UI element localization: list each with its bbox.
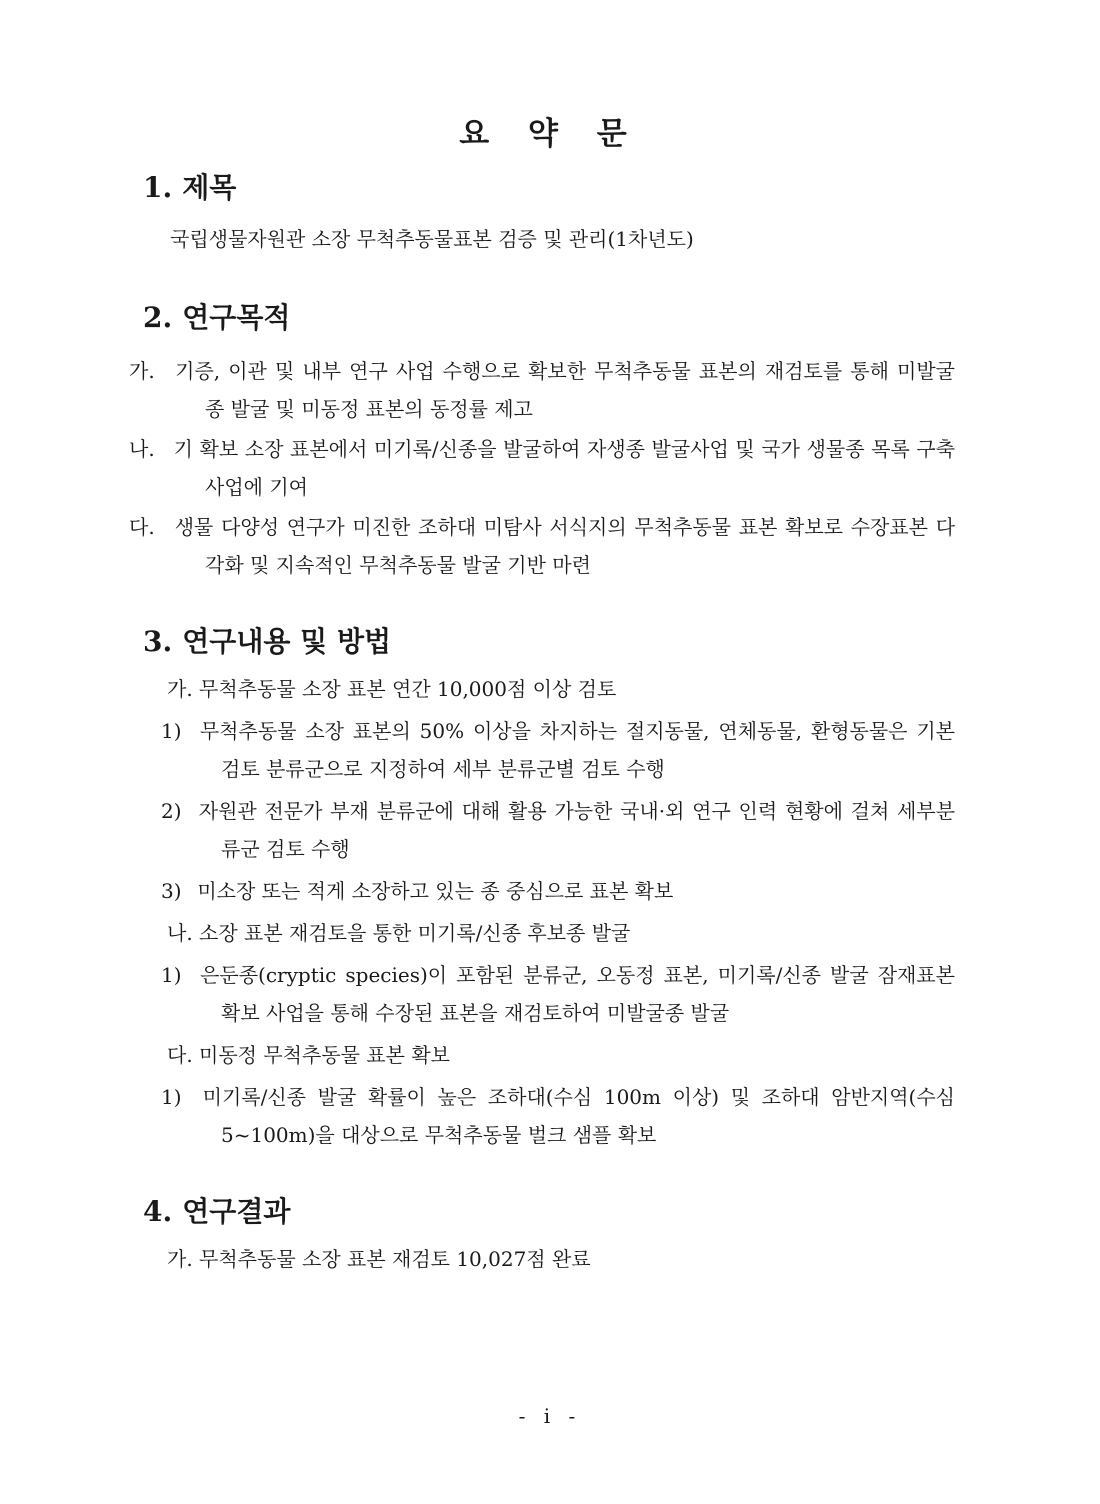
list-item <box>143 1240 955 1278</box>
sub-list-item: 2) 자원관 전문가 부재 분류군에 대해 활용 가능한 국내·외 연구 인력 현황에 걸쳐 세부분류군 검토 수행 <box>161 799 956 861</box>
document-title: 요 약 문 <box>459 116 641 152</box>
list-item-text: 기증, 이관 및 내부 연구 사업 수행으로 확보한 무척추동물 표본의 재검토를 통해 미발굴 종 발굴 및 미동정 표본의 동정률 제고 <box>175 359 955 421</box>
sub-list-item: 1) 미기록/신종 발굴 확률이 높은 조하대(수심 100m 이상) 및 조하대 암반지역(수심 5~100m)을 대상으로 무척추동물 벌크 샘플 확보 <box>161 1085 955 1147</box>
page-number: - i - <box>518 1404 582 1428</box>
sub-list-item-text: 무척추동물 소장 표본의 50% 이상을 차지하는 절지동물, 연체동물, 환형동물은 기본 검토 분류군으로 지정하여 세부 분류군별 검토 수행 <box>199 719 955 781</box>
sub-list-item: 1) 은둔종(cryptic species)이 포함된 분류군, 오동정 표본, 미기록/신종 발굴 잠재표본 확보 사업을 통해 수장된 표본을 재검토하여 미발굴종 발굴 <box>161 963 955 1025</box>
list-marker: 다. <box>167 1043 193 1067</box>
section-title: 연구목적 <box>182 301 291 334</box>
section-number: 1. <box>143 171 173 204</box>
list-item <box>143 914 955 952</box>
section-heading-4 <box>143 1192 955 1232</box>
section-heading-3 <box>143 622 955 662</box>
list-item: 나. 기 확보 소장 표본에서 미기록/신종을 발굴하여 자생종 발굴사업 및 국가 생물종 목록 구축 사업에 기여 <box>129 437 956 499</box>
section-heading-2 <box>143 298 955 338</box>
sub-list-item-text: 미소장 또는 적게 소장하고 있는 종 중심으로 표본 확보 <box>197 879 674 903</box>
list-item <box>143 670 955 708</box>
list-item-text: 무척추동물 소장 표본 연간 10,000점 이상 검토 <box>199 677 617 701</box>
sub-list-item-text: 미기록/신종 발굴 확률이 높은 조하대(수심 100m 이상) 및 조하대 암반지역(수심 5~100m)을 대상으로 무척추동물 벌크 샘플 확보 <box>202 1085 955 1147</box>
results-list <box>143 1240 955 1278</box>
section-number: 4. <box>143 1195 173 1228</box>
sub-list-item-text: 은둔종(cryptic species)이 포함된 분류군, 오동정 표본, 미기록/신종 발굴 잠재표본 확보 사업을 통해 수장된 표본을 재검토하여 미발굴종 발굴 <box>200 963 955 1025</box>
sub-list-item: 3) 미소장 또는 적게 소장하고 있는 종 중심으로 표본 확보 <box>161 879 674 903</box>
section-number: 3. <box>143 625 173 658</box>
list-marker: 가. <box>167 677 193 701</box>
list-marker: 나. <box>167 921 193 945</box>
list-item-text: 생물 다양성 연구가 미진한 조하대 미탐사 서식지의 무척추동물 표본 확보로 수장표본 다각화 및 지속적인 무척추동물 발굴 기반 마련 <box>174 515 956 577</box>
list-item-text: 소장 표본 재검토을 통한 미기록/신종 후보종 발굴 <box>199 921 631 945</box>
list-item-text: 기 확보 소장 표본에서 미기록/신종을 발굴하여 자생종 발굴사업 및 국가 생물종 목록 구축 사업에 기여 <box>173 437 956 499</box>
objectives-list <box>129 352 956 584</box>
list-item-text: 무척추동물 소장 표본 재검토 10,027점 완료 <box>199 1247 591 1271</box>
list-marker: 가. <box>167 1247 193 1271</box>
section-title: 제목 <box>182 171 237 204</box>
section-heading-1 <box>143 168 955 208</box>
section-title: 연구내용 및 방법 <box>182 625 392 658</box>
document-body <box>129 168 956 1278</box>
list-item <box>143 1036 955 1074</box>
sub-list-item-text: 자원관 전문가 부재 분류군에 대해 활용 가능한 국내·외 연구 인력 현황에 걸쳐 세부분류군 검토 수행 <box>198 799 956 861</box>
list-item: 다. 생물 다양성 연구가 미진한 조하대 미탐사 서식지의 무척추동물 표본 확보로 수장표본 다각화 및 지속적인 무척추동물 발굴 기반 마련 <box>129 515 956 577</box>
list-item: 가. 기증, 이관 및 내부 연구 사업 수행으로 확보한 무척추동물 표본의 재검토를 통해 미발굴 종 발굴 및 미동정 표본의 동정률 제고 <box>129 359 955 421</box>
list-item-text: 미동정 무척추동물 표본 확보 <box>199 1043 450 1067</box>
section-title: 연구결과 <box>182 1195 291 1228</box>
project-title-text: 국립생물자원관 소장 무척추동물표본 검증 및 관리(1차년도) <box>170 227 694 251</box>
section-number: 2. <box>143 301 173 334</box>
sub-list-item: 1) 무척추동물 소장 표본의 50% 이상을 차지하는 절지동물, 연체동물, 환형동물은 기본 검토 분류군으로 지정하여 세부 분류군별 검토 수행 <box>161 719 955 781</box>
methods-list <box>143 670 955 1154</box>
